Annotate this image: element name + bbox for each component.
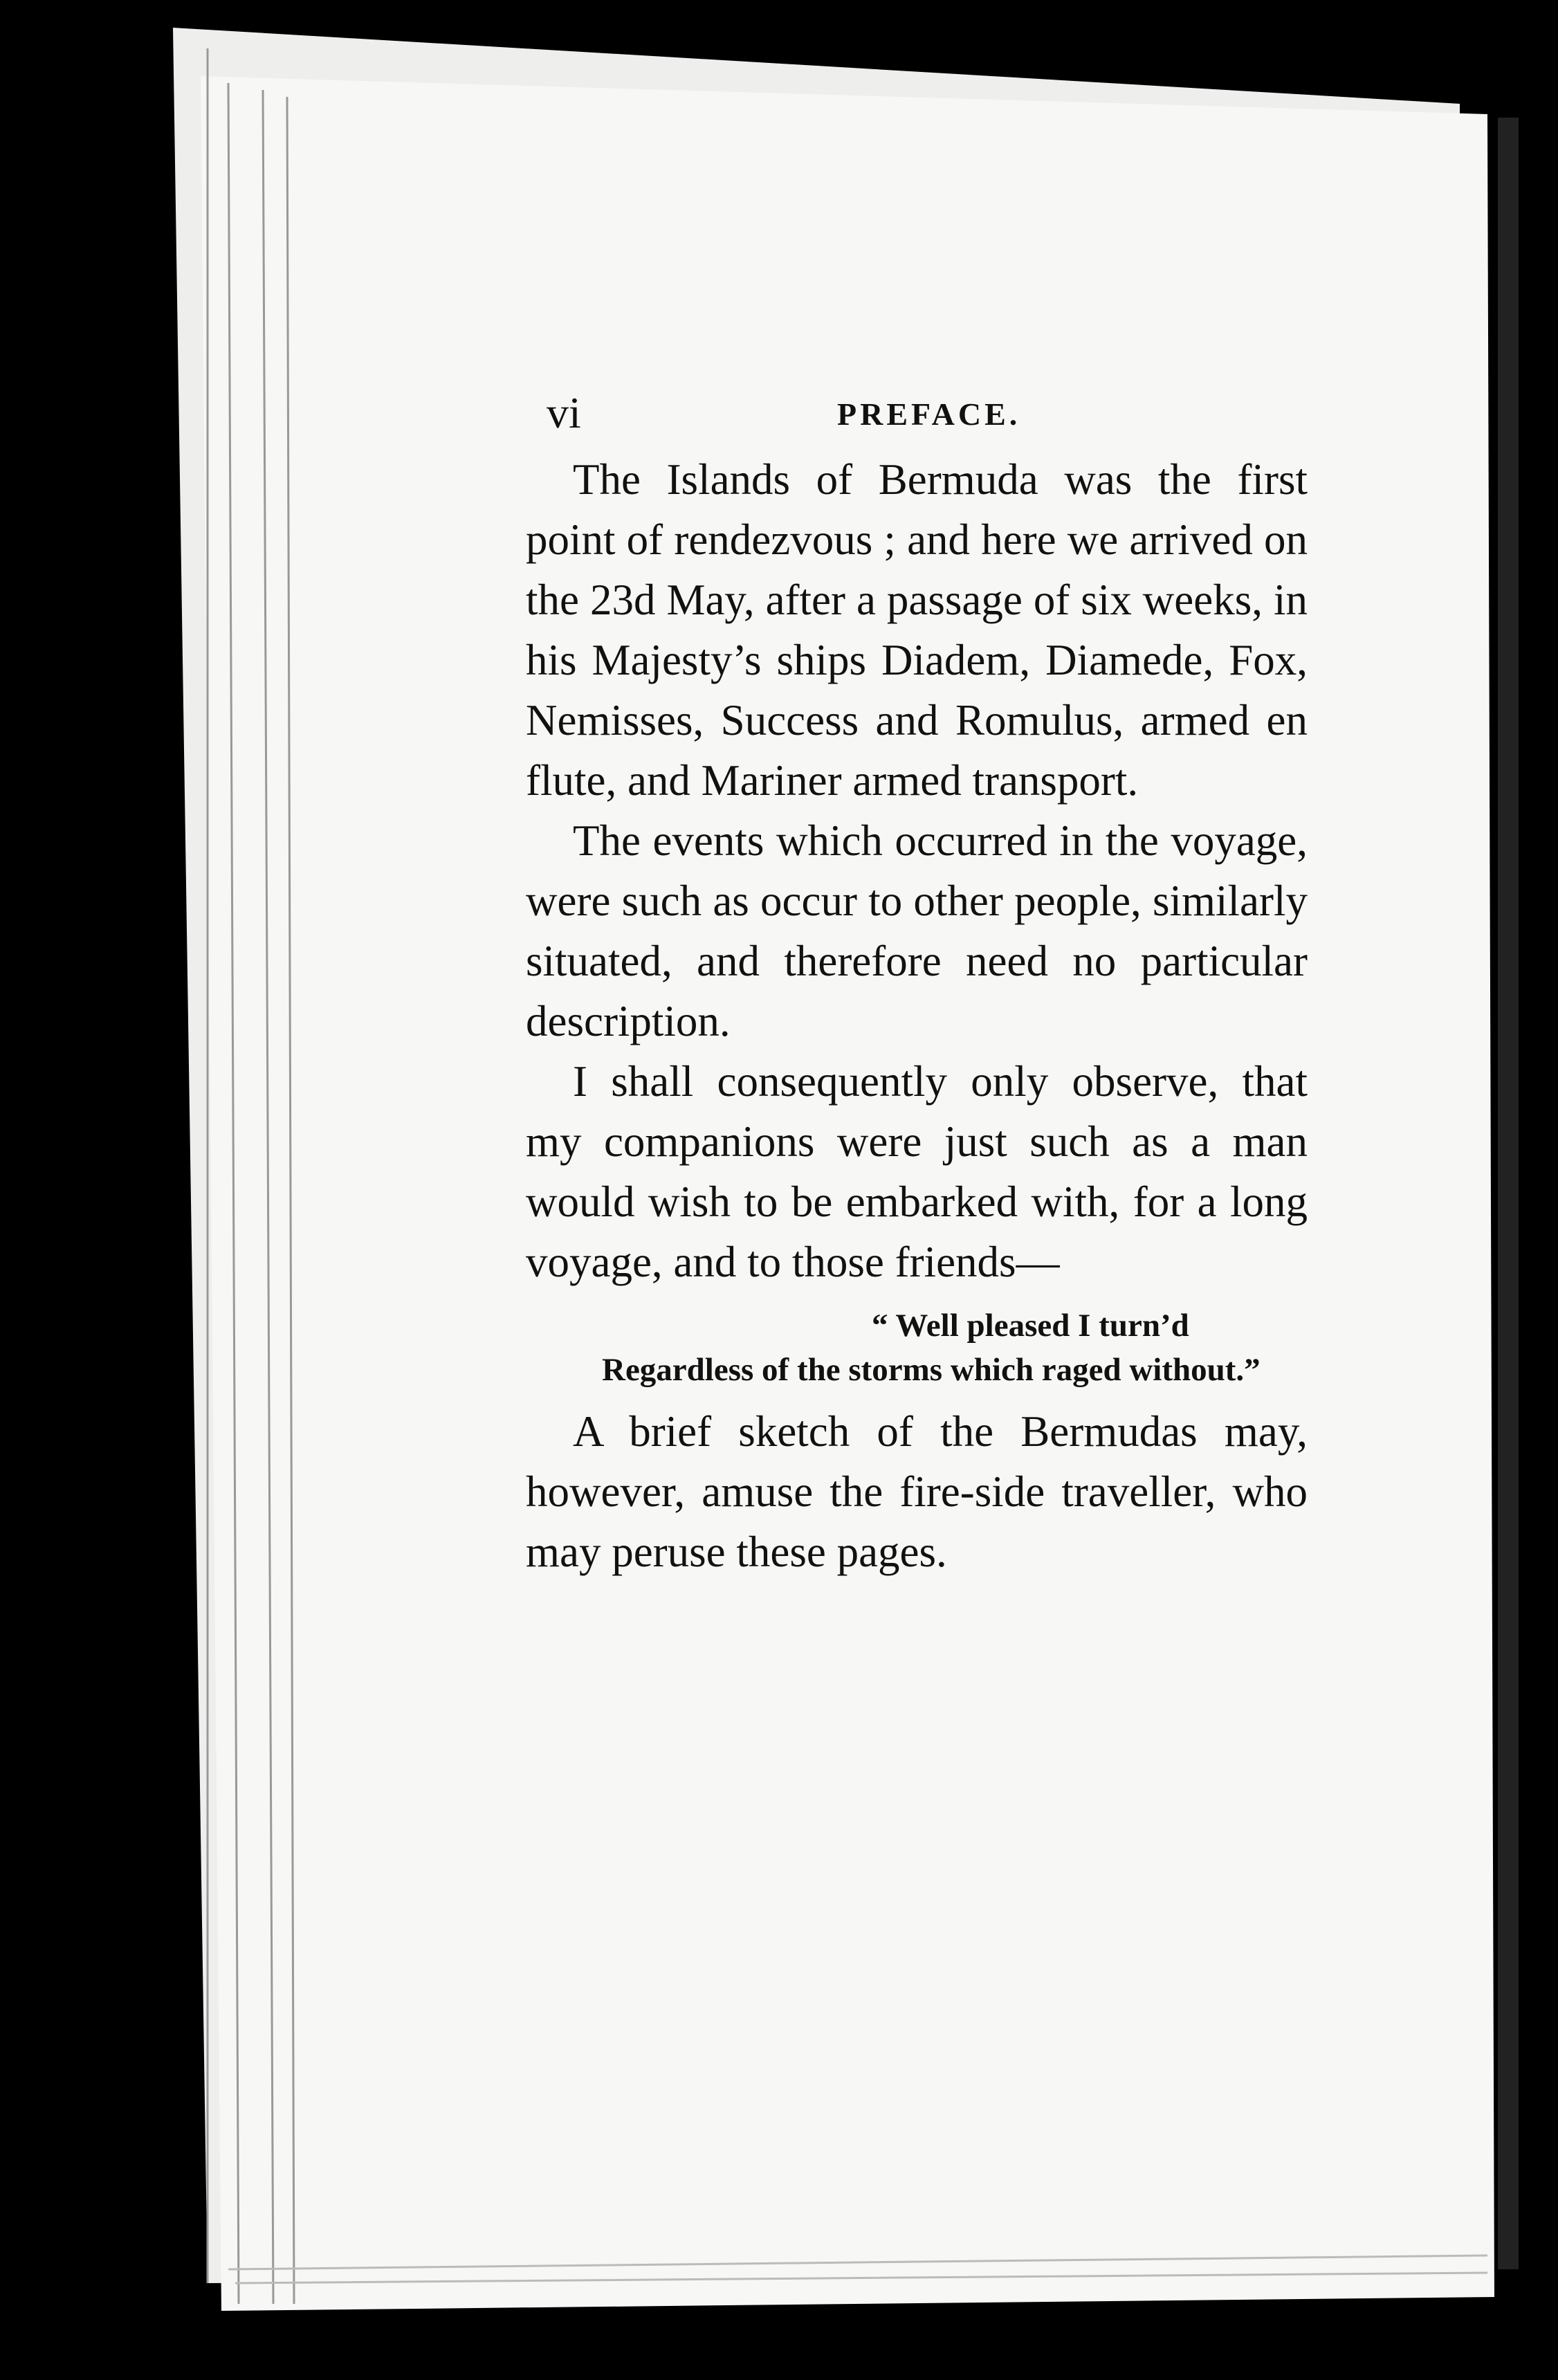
paragraph-2: The events which occurred in the voyage, were such as occur to other people, similarly situated, and therefore need no particular description.: [526, 816, 1308, 1045]
paragraph-1: The Islands of Bermuda was the first point of rendezvous ; and here we arrived on the 23d May, after a passage of six weeks, in his Majesty’s ships Diadem, Diamede, Fox, Nemisses, Success and Romulus, armed en flute, and Mariner armed transport.: [526, 455, 1308, 805]
running-head-title: PREFACE.: [837, 396, 1021, 432]
right-spine: [1498, 118, 1519, 2269]
quote-line-2: Regardless of the storms which raged without.”: [602, 1352, 1261, 1388]
quote-line-1: “ Well pleased I turn’d: [872, 1308, 1189, 1344]
closing-paragraph: A brief sketch of the Bermudas may, however, amuse the fire-side traveller, who may peruse these pages.: [526, 1407, 1308, 1576]
page-content: [526, 387, 1308, 1582]
running-head: [526, 387, 1308, 450]
verse-quotation: [526, 1303, 1308, 1392]
paragraph-3: I shall consequently only observe, that my companions were just such as a man would wish to be embarked with, for a long voyage, and to those friends—: [526, 1057, 1308, 1286]
page-number: vi: [547, 388, 581, 437]
